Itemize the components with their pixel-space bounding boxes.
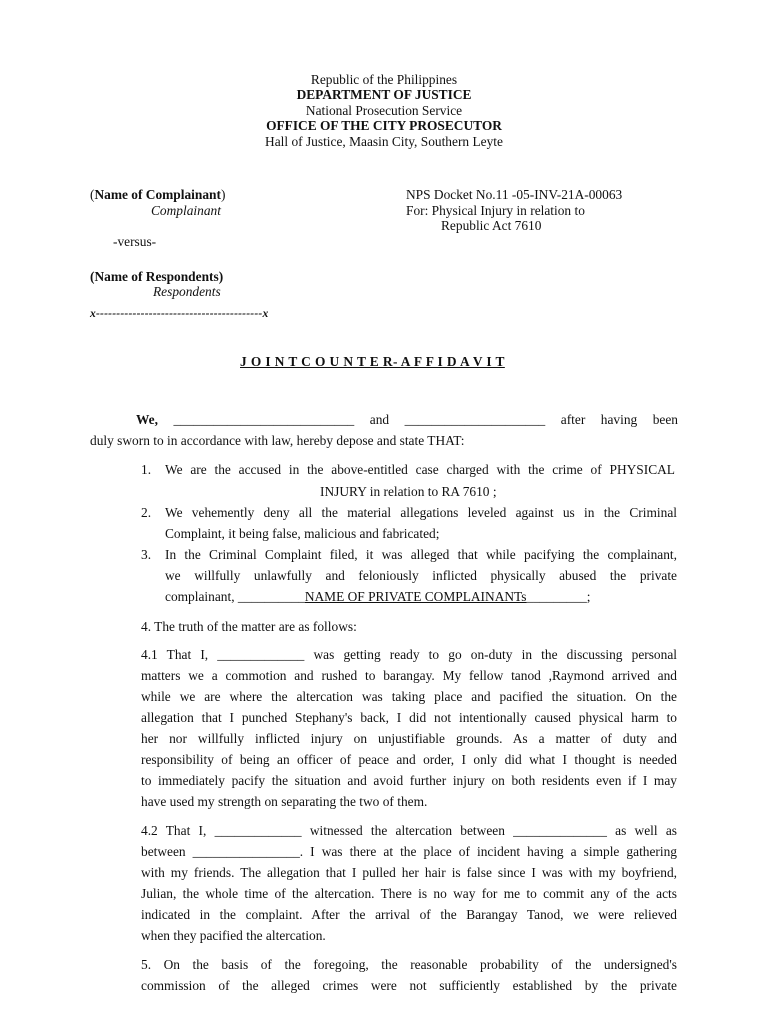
para-4-1-line: 4.1 That I, _____________ was getting ready to go on-duty in the discussing personal <box>141 647 677 662</box>
item-1-line-2: INJURY in relation to RA 7610 ; <box>320 484 497 499</box>
intro-line-1: We, ___________________________ and _____________________ after having been <box>136 412 679 427</box>
versus-label: -versus- <box>113 234 157 249</box>
para-4-1-line: allegation that I punched Stephany's back, I did not intentionally caused physical harm to <box>141 710 677 725</box>
complainant-name: (Name of Complainant) <box>90 187 226 202</box>
para-5-line: 5. On the basis of the foregoing, the reasonable probability of the undersigned's <box>141 957 677 972</box>
header-prosecution-service: National Prosecution Service <box>305 103 463 118</box>
header-department: DEPARTMENT OF JUSTICE <box>296 87 472 102</box>
para-4-2-line: when they pacified the altercation. <box>141 928 326 943</box>
item-1-line-1: We are the accused in the above-entitled case charged with the crime of PHYSICAL <box>165 462 675 477</box>
document-title: J O I N T C O U N T E R- A F F I D A V I T <box>240 354 505 369</box>
item-3-line-1: In the Criminal Complaint filed, it was alleged that while pacifying the complainant, <box>165 547 677 562</box>
para-5-line: commission of the alleged crimes were not sufficiently established by the private <box>141 978 677 993</box>
para-4-1-line: her nor willfully inflicted injury on unjustifiable grounds. As a matter of duty and <box>141 731 677 746</box>
item-3-number: 3. <box>141 547 152 562</box>
case-nature: For: Physical Injury in relation to <box>406 203 585 218</box>
respondent-name: (Name of Respondents) <box>90 269 224 284</box>
complainant-role: Complainant <box>151 203 221 218</box>
header-office: OFFICE OF THE CITY PROSECUTOR <box>266 118 502 133</box>
item-2-line-2: Complaint, it being false, malicious and fabricated; <box>165 526 440 541</box>
header-address: Hall of Justice, Maasin City, Southern Leyte <box>265 134 503 149</box>
item-2-number: 2. <box>141 505 152 520</box>
para-4-1-line: while we are where the altercation was taking place and pacified the situation. On the <box>141 689 677 704</box>
docket-number: NPS Docket No.11 -05-INV-21A-00063 <box>406 187 623 202</box>
intro-line-2: duly sworn to in accordance with law, hereby depose and state THAT: <box>90 433 465 448</box>
para-4-2-line: with my friends. The allegation that I pulled her hair is false since I was with my boyfriend, <box>141 865 677 880</box>
para-4-1-line: to immediately pacify the situation and avoid further injury on both residents even if I may <box>141 773 677 788</box>
para-4-1-line: responsibility of being an officer of peace and order, I only did what I thought is needed <box>141 752 677 767</box>
caption-separator: x-----------------------------------------x <box>90 307 269 320</box>
para-4-1-line: have used my strength on separating the two of them. <box>141 794 428 809</box>
para-4-2-line: indicated in the complaint. After the arrival of the Barangay Tanod, we were relieved <box>141 907 677 922</box>
para-4-2-line: Julian, the whole time of the altercation. There is no way for me to commit any of the acts <box>141 886 677 901</box>
respondent-role: Respondents <box>153 284 221 299</box>
item-3-line-2: we willfully unlawfully and feloniously inflicted physically abused the private <box>165 568 677 583</box>
para-4-2-line: 4.2 That I, _____________ witnessed the altercation between ______________ as well as <box>141 823 677 838</box>
para-4-2-line: between ________________. I was there at the place of incident having a simple gathering <box>141 844 677 859</box>
header-republic: Republic of the Philippines <box>310 72 458 87</box>
para-4-1-line: matters we a commotion and rushed to barangay. My fellow tanod ,Raymond arrived and <box>141 668 677 683</box>
item-2-line-1: We vehemently deny all the material allegations leveled against us in the Criminal <box>165 505 677 520</box>
para-4-heading: 4. The truth of the matter are as follows: <box>141 619 357 634</box>
item-1-number: 1. <box>141 462 152 477</box>
case-nature-law: Republic Act 7610 <box>441 218 542 233</box>
item-3-line-3: complainant, __________NAME OF PRIVATE COMPLAINANTs_________; <box>165 589 591 604</box>
